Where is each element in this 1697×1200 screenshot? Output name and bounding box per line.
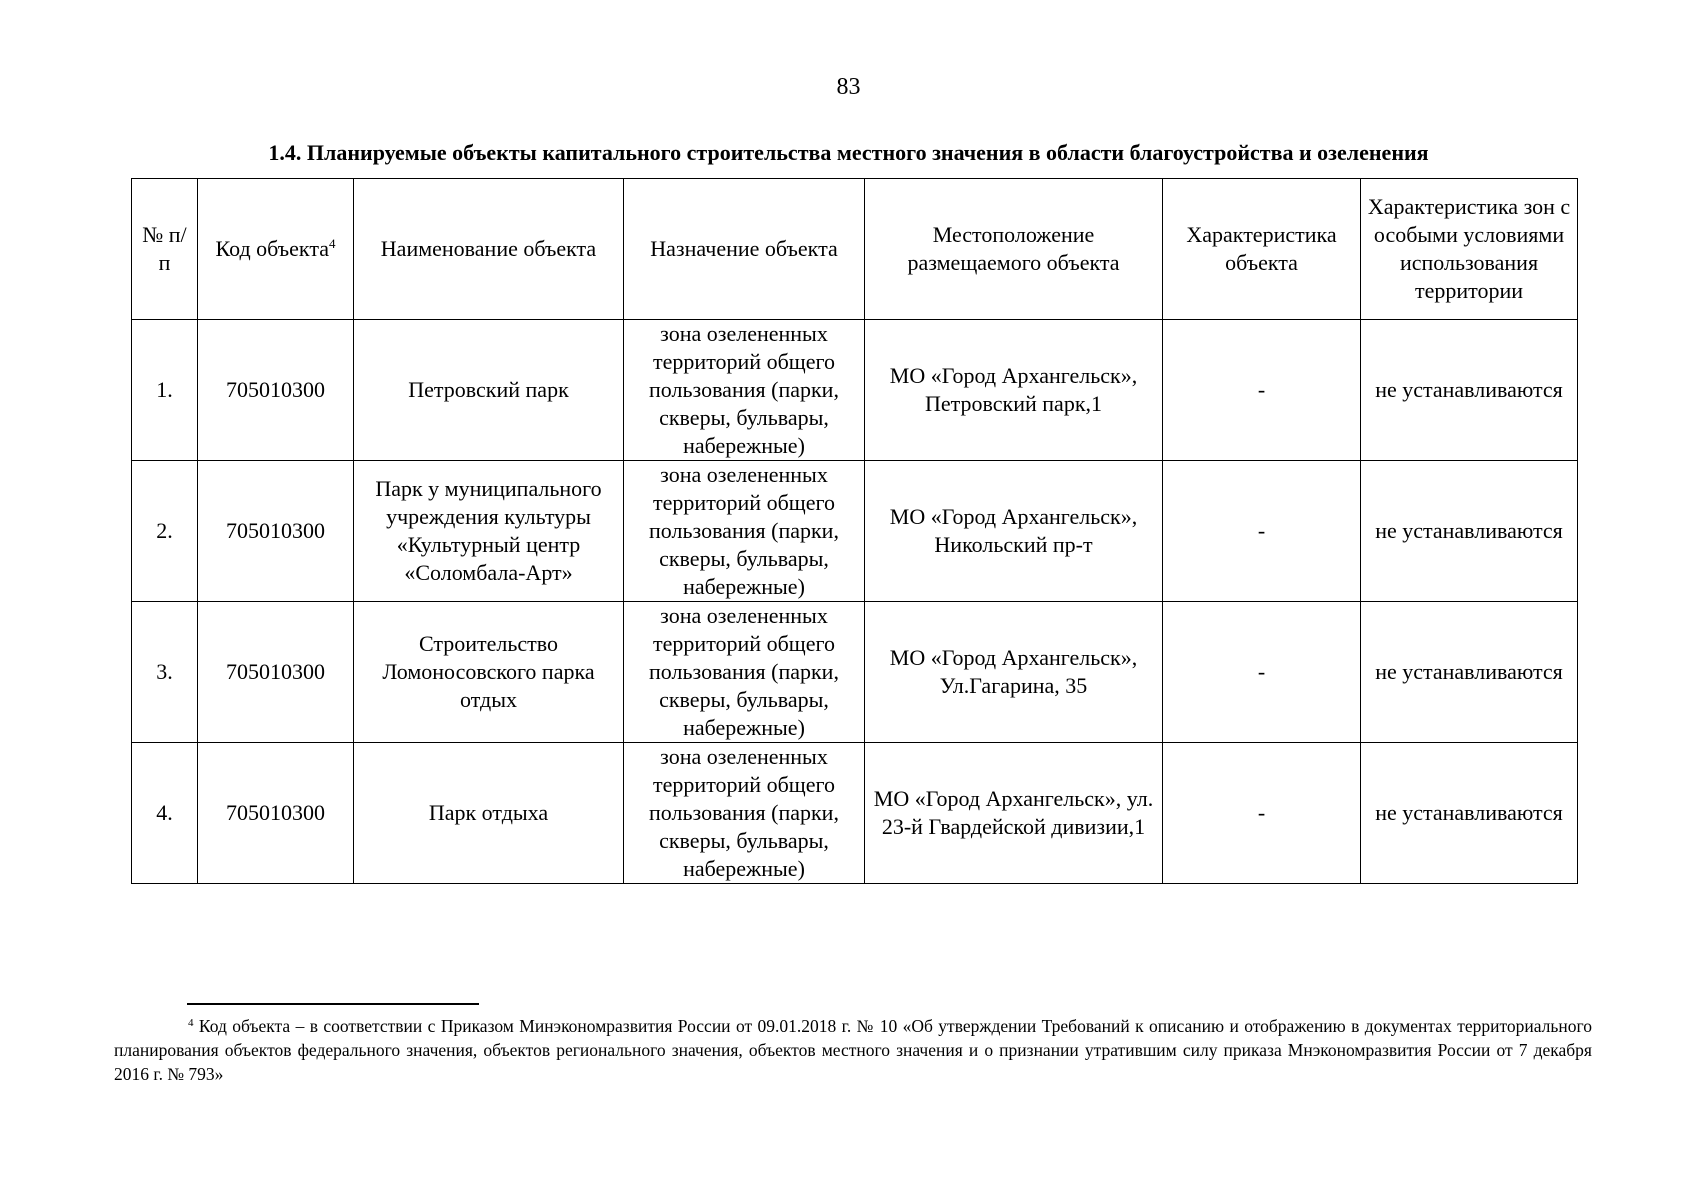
- header-zones: Характеристика зон с особыми условиями использования территории: [1361, 179, 1578, 320]
- cell-num: 3.: [132, 602, 198, 743]
- cell-num: 2.: [132, 461, 198, 602]
- cell-name: Строительство Ломоносовского парка отдых: [354, 602, 624, 743]
- header-code-label: Код объекта: [215, 236, 329, 261]
- header-name: Наименование объекта: [354, 179, 624, 320]
- header-purpose: Назначение объекта: [624, 179, 865, 320]
- footnote-mark: 4: [188, 1017, 194, 1029]
- cell-code: 705010300: [198, 602, 354, 743]
- header-location: Местоположение размещаемого объекта: [865, 179, 1163, 320]
- cell-name: Парк отдыха: [354, 743, 624, 884]
- footnote-text: Код объекта – в соответствии с Приказом Минэкономразвития России от 09.01.2018 г. № 10 «Об утверждении Требований к описанию и отображению в документах территориального планирования объектов федерального значения, объектов регионального значения, объектов местного значения и о признании утратившим силу приказа Мнэкономразвития России от 7 декабря 2016 г. № 793»: [114, 1016, 1593, 1084]
- cell-purpose: зона озелененных территорий общего пользования (парки, скверы, бульвары, набережные): [624, 602, 865, 743]
- objects-table: [131, 178, 1578, 884]
- cell-name: Парк у муниципального учреждения культуры «Культурный центр «Соломбала-Арт»: [354, 461, 624, 602]
- cell-zones: не устанавливаются: [1361, 320, 1578, 461]
- table-row: [132, 461, 1578, 602]
- cell-zones: не устанавливаются: [1361, 602, 1578, 743]
- cell-zones: не устанавливаются: [1361, 743, 1578, 884]
- cell-purpose: зона озелененных территорий общего пользования (парки, скверы, бульвары, набережные): [624, 461, 865, 602]
- cell-characteristic: -: [1163, 743, 1361, 884]
- cell-location: МО «Город Архангельск», Ул.Гагарина, 35: [865, 602, 1163, 743]
- cell-purpose: зона озелененных территорий общего пользования (парки, скверы, бульвары, набережные): [624, 320, 865, 461]
- header-characteristic: Характеристика объекта: [1163, 179, 1361, 320]
- page-number: 83: [836, 74, 861, 100]
- cell-purpose: зона озелененных территорий общего пользования (парки, скверы, бульвары, набережные): [624, 743, 865, 884]
- cell-code: 705010300: [198, 743, 354, 884]
- header-num: № п/п: [132, 179, 198, 320]
- cell-name: Петровский парк: [354, 320, 624, 461]
- footnote-ref: 4: [328, 236, 336, 251]
- cell-num: 4.: [132, 743, 198, 884]
- section-title: 1.4. Планируемые объекты капитального строительства местного значения в области благоустройства и озеленения: [268, 140, 1429, 165]
- footnote: [114, 1014, 1592, 1086]
- table-row: [132, 602, 1578, 743]
- header-code: [198, 179, 354, 320]
- cell-code: 705010300: [198, 320, 354, 461]
- cell-code: 705010300: [198, 461, 354, 602]
- cell-location: МО «Город Архангельск», Никольский пр-т: [865, 461, 1163, 602]
- footnote-separator: [187, 1003, 479, 1005]
- cell-location: МО «Город Архангельск», Петровский парк,1: [865, 320, 1163, 461]
- table-row: [132, 320, 1578, 461]
- cell-characteristic: -: [1163, 320, 1361, 461]
- cell-zones: не устанавливаются: [1361, 461, 1578, 602]
- cell-location: МО «Город Архангельск», ул. 23-й Гвардейской дивизии,1: [865, 743, 1163, 884]
- table-header-row: [132, 179, 1578, 320]
- cell-characteristic: -: [1163, 602, 1361, 743]
- cell-characteristic: -: [1163, 461, 1361, 602]
- table-row: [132, 743, 1578, 884]
- cell-num: 1.: [132, 320, 198, 461]
